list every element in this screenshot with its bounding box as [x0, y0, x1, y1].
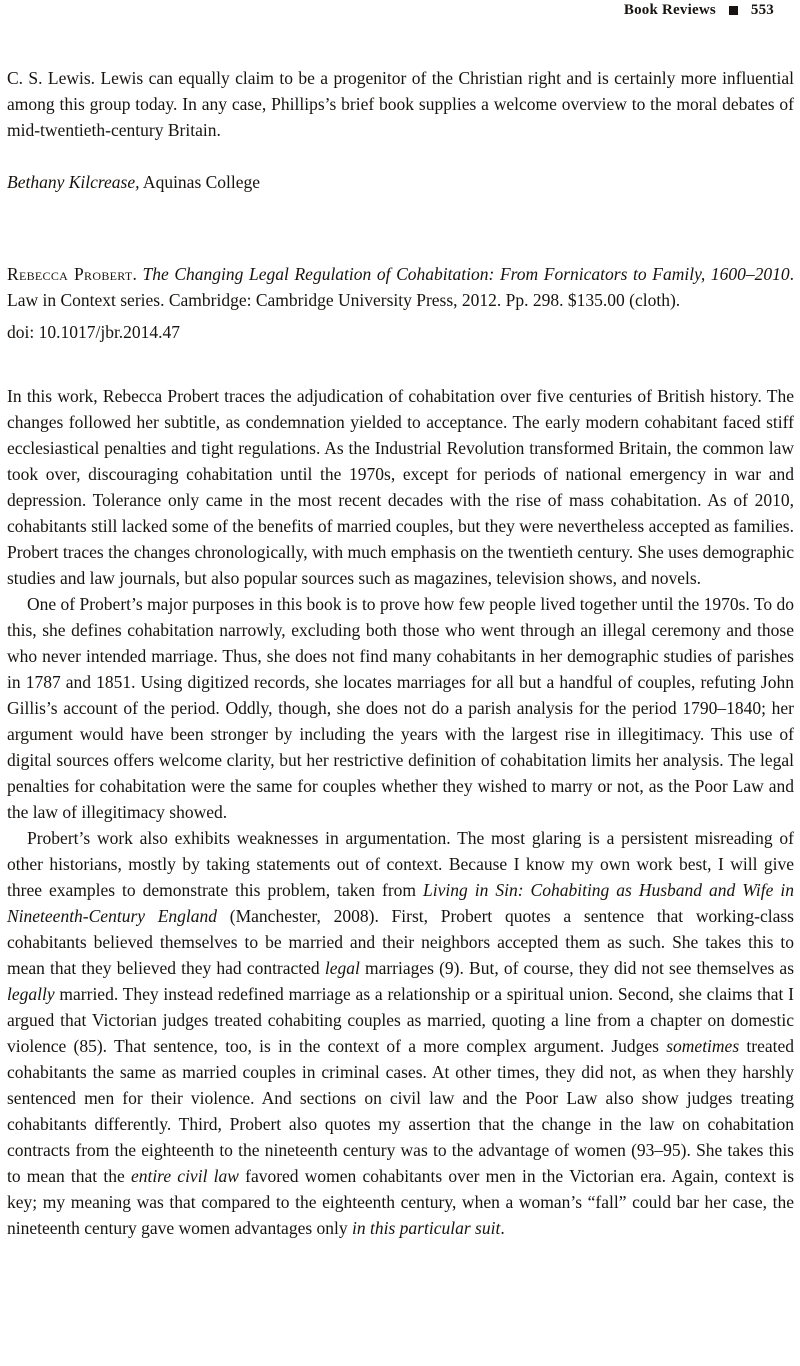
- book-citation: [7, 261, 794, 313]
- text-run: .: [500, 1218, 505, 1238]
- review-paragraph: [7, 591, 794, 825]
- header-section-title: Book Reviews: [623, 2, 716, 18]
- text-run: Aquinas College: [139, 172, 261, 192]
- citation-block: [7, 261, 794, 345]
- text-run: Probert’s work also exhibits weaknesses in argumentation. The most glaring is a persistent misreading of other historians, mostly by taking statements out of context. Because I know my own work best, I will give three examples to demonstrate this problem, taken from: [7, 828, 794, 900]
- page-content: [7, 65, 794, 1241]
- text-run: legal: [324, 958, 360, 978]
- text-run: In this work, Rebecca Probert traces the adjudication of cohabitation over five centuries of British history. The changes followed her subtitle, as condemnation yielded to acceptance. The early modern cohabitant faced stiff ecclesiastical penalties and tight regulations. As the Industrial Revolution transformed Britain, the common law took over, discouraging cohabitation until the 1970s, except for periods of national emergency in war and depression. Tolerance only came in the most recent decades with the rise of mass cohabitation. As of 2010, cohabitants still lacked some of the benefits of married couples, but they were nevertheless accepted as families. Probert traces the changes chronologically, with much emphasis on the twentieth century. She uses demographic studies and law journals, but also popular sources such as magazines, television shows, and novels.: [7, 386, 794, 588]
- text-run: . Law in Context series. Cambridge: Cambridge University Press, 2012. Pp. 298. $135.00 (cloth).: [7, 264, 794, 310]
- text-run: .: [132, 264, 143, 284]
- text-run: One of Probert’s major purposes in this book is to prove how few people lived together until the 1970s. To do this, she defines cohabitation narrowly, excluding both those who went through an illegal ceremony and those who never intended marriage. Thus, she does not find many cohabitants in her demographic studies of parishes in 1787 and 1851. Using digitized records, she locates marriages for all but a handful of couples, refuting John Gillis’s account of the period. Oddly, though, she does not do a parish analysis for the period 1790–1840; her argument would have been stronger by including the years with the largest rise in illegitimacy. This use of digital sources offers welcome clarity, but her restrictive definition of cohabitation limits her analysis. The legal penalties for cohabitation were the same for couples whether they wished to marry or not, as the Poor Law and the law of illegitimacy showed.: [7, 594, 794, 822]
- review-paragraph: [7, 383, 794, 591]
- text-run: Bethany Kilcrease,: [7, 172, 140, 192]
- text-run: marriages (9). But, of course, they did not see themselves as: [359, 958, 795, 978]
- header-page-number: 553: [750, 2, 774, 18]
- square-bullet-icon: [729, 6, 738, 15]
- text-run: married. They instead redefined marriage as a relationship or a spiritual union. Second, she claims that I argued that Victorian judges treated cohabiting couples as married, quoting a line from a chapter on domestic violence (85). That sentence, too, is in the context of a more complex argument. Judges: [7, 984, 794, 1056]
- previous-review-closing-paragraph: [7, 65, 794, 143]
- text-run: The Changing Legal Regulation of Cohabitation: From Fornicators to Family, 1600–2010: [142, 264, 790, 284]
- text-run: Rebecca Probert: [7, 264, 133, 284]
- review-paragraph: [7, 825, 794, 1241]
- text-run: entire civil law: [130, 1166, 239, 1186]
- text-run: favored women cohabitants over men in the Victorian era. Again, context is key; my meaning was that compared to the eighteenth century, when a woman’s “fall” could bar her case, the nineteenth century gave women advantages only: [7, 1166, 795, 1238]
- text-run: treated cohabitants the same as married couples in criminal cases. At other times, they did not, as when they harshly sentenced men for their violence. And sections on civil law and the Poor Law also show judges treating cohabitants differently. Third, Probert also quotes my assertion that the change in the law on cohabitation contracts from the eighteenth to the nineteenth century was to the advantage of women (93–95). She takes this to mean that the: [7, 1036, 794, 1186]
- text-run: legally: [7, 984, 55, 1004]
- text-run: Living in Sin: Cohabiting as Husband and Wife in Nineteenth-Century England: [7, 880, 795, 926]
- text-run: (Manchester, 2008). First, Probert quotes a sentence that working-class cohabitants believed themselves to be married and their neighbors accepted them as such. She takes this to mean that they believed they had contracted: [7, 906, 794, 978]
- review-body: [7, 383, 794, 1241]
- text-run: in this particular suit: [352, 1218, 501, 1238]
- reviewer-byline: [7, 169, 794, 195]
- running-header: [7, 2, 794, 19]
- text-run: sometimes: [666, 1036, 740, 1056]
- doi-line: doi: 10.1017/jbr.2014.47: [7, 322, 181, 342]
- text-run: C. S. Lewis. Lewis can equally claim to be a progenitor of the Christian right and is certainly more influential among this group today. In any case, Phillips’s brief book supplies a welcome overview to the moral debates of mid-twentieth-century Britain.: [7, 68, 794, 140]
